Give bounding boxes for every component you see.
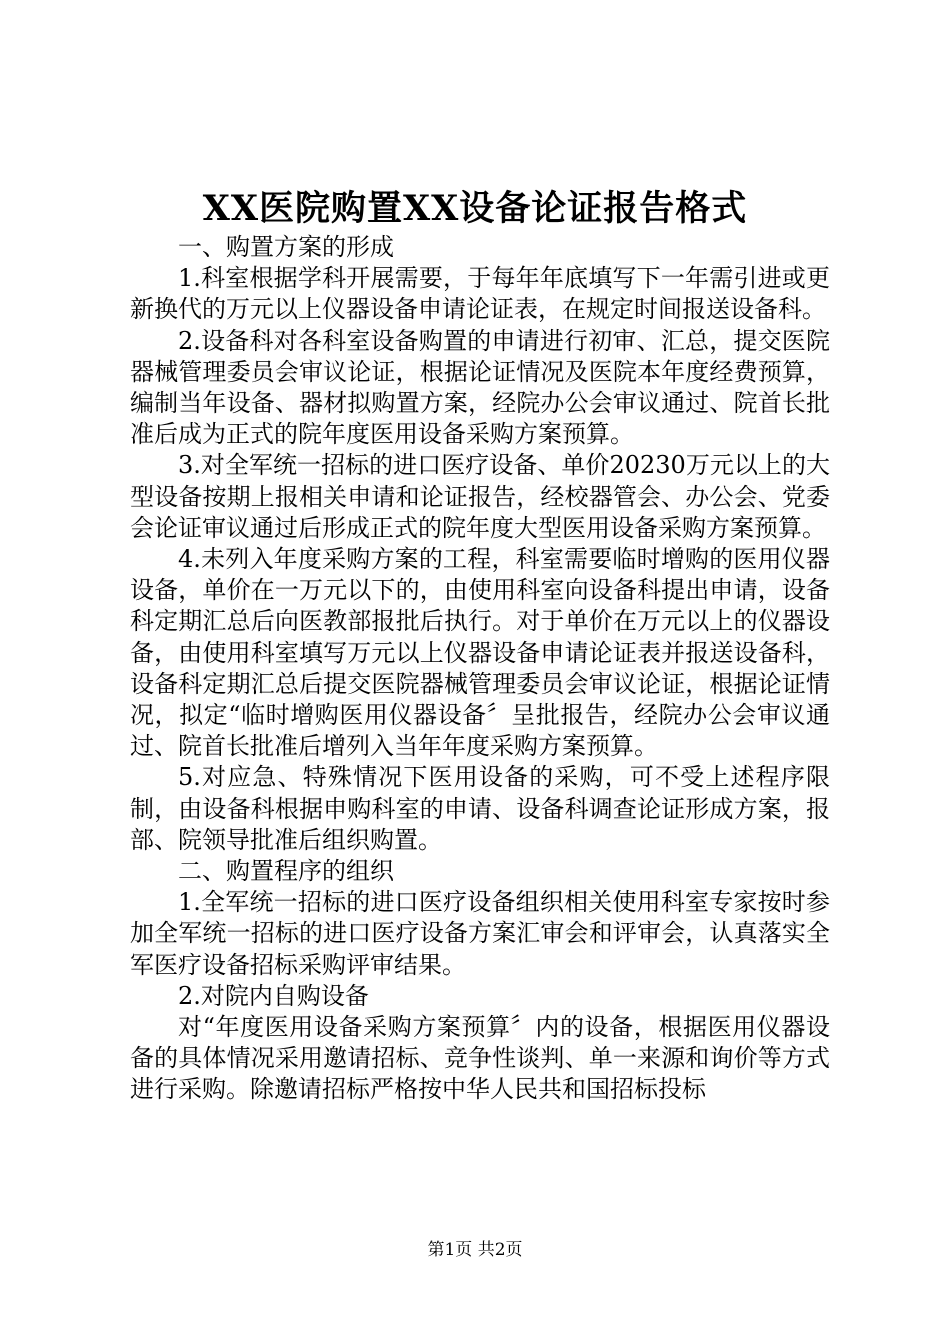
- paragraph: 5.对应急、特殊情况下医用设备的采购，可不受上述程序限制，由设备科根据申购科室的申请、设备科调查论证形成方案，报部、院领导批准后组织购置。: [130, 763, 830, 854]
- paragraph: 4.未列入年度采购方案的工程，科室需要临时增购的医用仪器设备，单价在一万元以下的，由使用科室向设备科提出申请，设备科定期汇总后向医教部报批后执行。对于单价在万元以上的仪器设备，由使用科室填写万元以上仪器设备申请论证表并报送设备科，设备科定期汇总后提交医院器械管理委员会审议论证，根据论证情况，拟定“临时增购医用仪器设备〞呈批报告，经院办公会审议通过、院首长批准后增列入当年年度采购方案预算。: [130, 545, 830, 761]
- document-body: [130, 232, 830, 1106]
- page-footer: 第1页 共2页: [427, 1240, 523, 1260]
- document-title: XX医院购置XX设备论证报告格式: [202, 188, 748, 229]
- paragraph: 2.设备科对各科室设备购置的申请进行初审、汇总，提交医院器械管理委员会审议论证，根据论证情况及医院本年度经费预算，编制当年设备、器材拟购置方案，经院办公会审议通过、院首长批准后成为正式的院年度医用设备采购方案预算。: [130, 326, 830, 449]
- paragraph: 1.科室根据学科开展需要，于每年年底填写下一年需引进或更新换代的万元以上仪器设备申请论证表，在规定时间报送设备科。: [130, 264, 830, 324]
- paragraph: 1.全军统一招标的进口医疗设备组织相关使用科室专家按时参加全军统一招标的进口医疗设备方案汇审会和评审会，认真落实全军医疗设备招标采购评审结果。: [130, 888, 830, 979]
- section-heading: 二、购置程序的组织: [178, 857, 394, 886]
- paragraph: 对“年度医用设备采购方案预算〞内的设备，根据医用仪器设备的具体情况采用邀请招标、竞争性谈判、单一来源和询价等方式进行采购。除邀请招标严格按中华人民共和国招标投标: [130, 1013, 830, 1104]
- paragraph: 3.对全军统一招标的进口医疗设备、单价20230万元以上的大型设备按期上报相关申请和论证报告，经校器管会、办公会、党委会论证审议通过后形成正式的院年度大型医用设备采购方案预算。: [130, 451, 830, 542]
- paragraph: 2.对院内自购设备: [178, 981, 369, 1010]
- section-heading: 一、购置方案的形成: [178, 233, 394, 261]
